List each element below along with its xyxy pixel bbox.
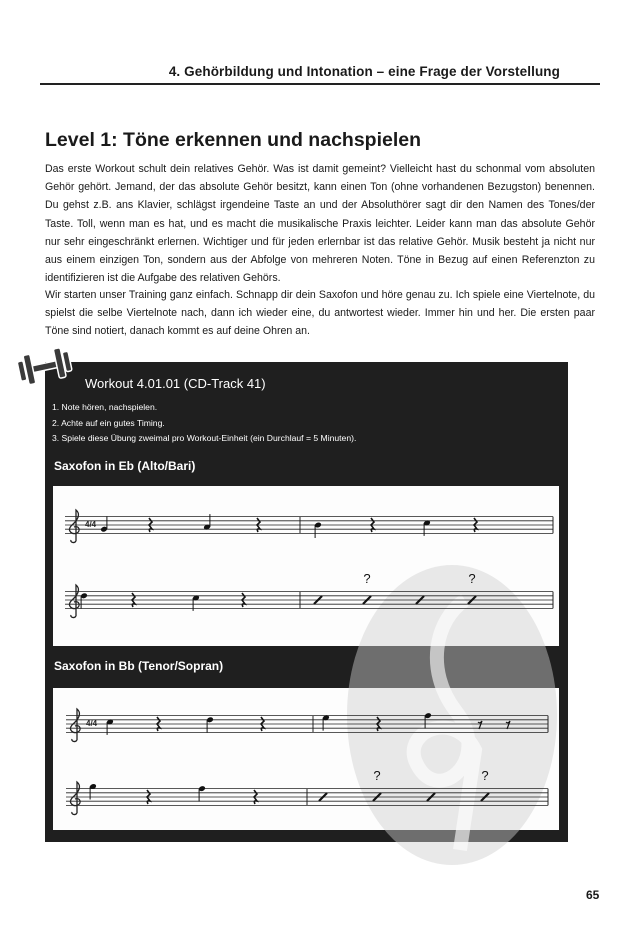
workout-step: 2. Achte auf ein gutes Timing.: [52, 418, 165, 428]
workout-step: 3. Spiele diese Übung zweimal pro Workout-Einheit (ein Durchlauf = 5 Minuten).: [52, 433, 357, 443]
treble-clef-icon: [70, 585, 80, 618]
section-label-eb: Saxofon in Eb (Alto/Bari): [54, 459, 196, 473]
treble-clef-icon: [71, 782, 81, 815]
page-number: 65: [586, 888, 600, 902]
paragraph: Wir starten unser Training ganz einfach. Schnapp dir dein Saxofon und höre genau zu. Ich spiele eine Viertelnote, du spielst die selbe Viertelnote nach, dann ich wieder eine, du antwortest wieder. Immer hin und her. Die ersten paar Töne sind notiert, danach kommt es auf deine Ohren an.: [45, 289, 595, 338]
workout-title: Workout 4.01.01 (CD-Track 41): [85, 376, 266, 391]
running-head: 4. Gehörbildung und Intonation – eine Frage der Vorstellung: [168, 64, 560, 79]
treble-clef-icon: [70, 510, 80, 543]
section-title: Level 1: Töne erkennen und nachspielen: [45, 129, 422, 151]
workout-step: 1. Note hören, nachspielen.: [52, 402, 158, 412]
section-label-bb: Saxofon in Bb (Tenor/Sopran): [54, 659, 224, 673]
time-signature: 4/4: [85, 520, 97, 529]
paragraph: Das erste Workout schult dein relatives Gehör. Was ist damit gemeint? Vielleicht hast du schonmal vom absoluten Gehör gehört. Jemand, der das absolute Gehör besitzt, kann einen Ton (ohne vorhandenen Bezugston) benennen. Du gehst z.B. ans Klavier, schlägst irgendeine Taste an und der Absoluthörer sagt dir den Namen des Tones/der Taste. Toll, wenn man es hat, und es macht die musikalische Praxis leichter. Leider kann man das absolute Gehör nur sehr eingeschränkt erlernen. Wichtiger und für jeden erlernbar ist das relative Gehör. Musik besteht ja nicht nur aus einem einzigen Ton, sondern aus der Abfolge von mehreren Noten. Töne in Bezug auf einen Referenzton zu identifizieren ist die Aufgabe des relativen Gehörs.: [45, 163, 595, 285]
question-mark: ?: [468, 571, 476, 586]
treble-clef-icon: [71, 709, 81, 742]
question-mark: ?: [363, 571, 371, 586]
time-signature: 4/4: [86, 719, 98, 728]
question-mark: ?: [481, 768, 489, 783]
question-mark: ?: [373, 768, 381, 783]
